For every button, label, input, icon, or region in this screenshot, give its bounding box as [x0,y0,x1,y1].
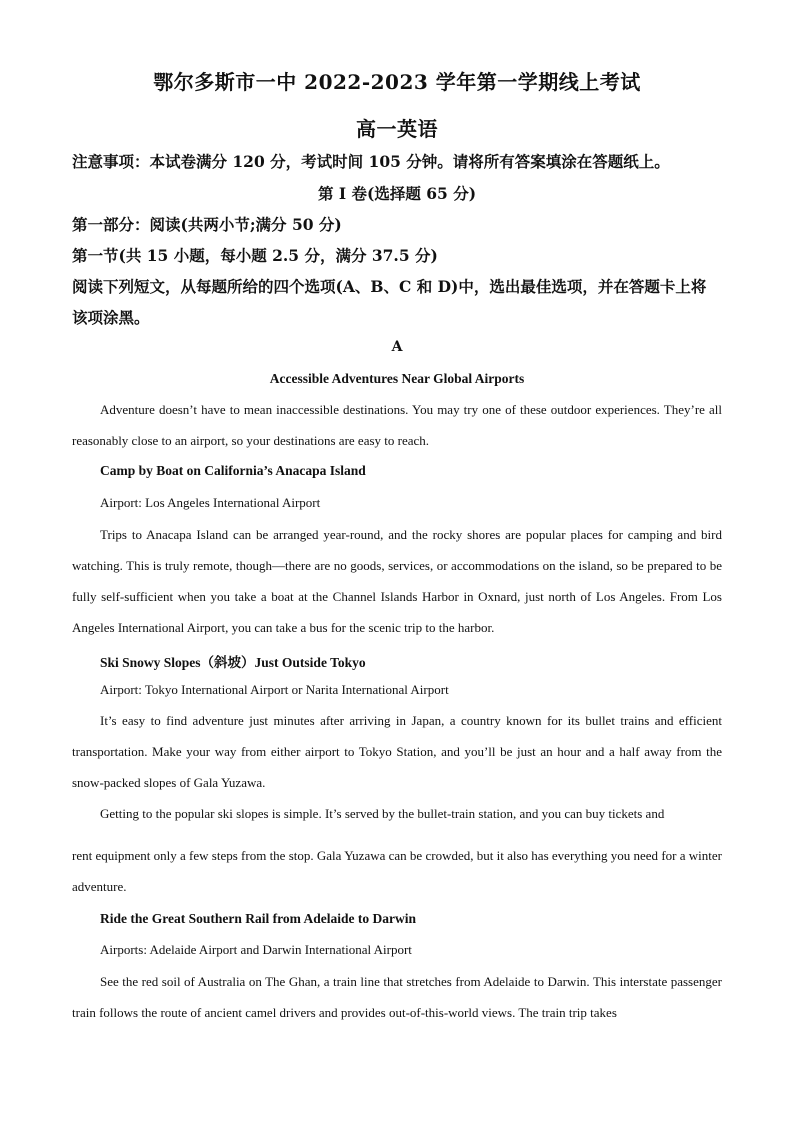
passage-title: Accessible Adventures Near Global Airports [269,371,525,386]
section-1-heading: Camp by Boat on California’s Anacapa Island [100,463,366,478]
section-2-paragraph-2-first-line: Getting to the popular ski slopes is simple. It’s served by the bullet-train station, and you can buy tickets and [100,806,665,821]
section-1-paragraph: Trips to Anacapa Island can be arranged year-round, and the rocky shores are popular places for camping and bird watching. This is truly remote, though—there are no goods, services, or accommodations on the island, so be prepared to be fully self-sufficient when you take a boat at the Channel Islands Harbor in Oxnard, just north of Los Angeles. From Los Angeles International Airport, you can take a bus for the scenic trip to the harbor. [72,527,722,635]
section-2-paragraph-2-rest: rent equipment only a few steps from the stop. Gala Yuzawa can be crowded, but it also has everything you need for a winter adventure. [72,848,722,894]
intro-paragraph: Adventure doesn’t have to mean inaccessible destinations. You may try one of these outdoor experiences. They’re all reasonably close to an airport, so your destinations are easy to reach. [72,402,722,448]
passage-letter: A [391,339,403,355]
section-3-heading: Ride the Great Southern Rail from Adelaide to Darwin [100,911,416,926]
section-1-airport: Airport: Los Angeles International Airport [100,495,321,510]
section-2-paragraph-1: It’s easy to find adventure just minutes after arriving in Japan, a country known for its bullet trains and efficient transportation. Make your way from either airport to Tokyo Station, and you’ll be just an hour and a half away from the snow-packed slopes of Gala Yuzawa. [72,713,722,790]
exam-title: 鄂尔多斯市一中 2022-2023 学年第一学期线上考试 [153,70,641,94]
part-heading: 第一部分：阅读(共两小节;满分 50 分) [72,215,342,234]
section-2-heading: Ski Snowy Slopes（斜坡）Just Outside Tokyo [100,655,366,670]
directions-line-2: 该项涂黑。 [72,308,150,327]
notice-text: 注意事项：本试卷满分 120 分，考试时间 105 分钟。请将所有答案填涂在答题纸上。 [72,152,670,171]
section-heading: 第一节(共 15 小题，每小题 2.5 分，满分 37.5 分) [72,246,438,265]
section-3-paragraph: See the red soil of Australia on The Ghan, a train line that stretches from Adelaide to Darwin. This interstate passenger train follows the route of ancient camel drivers and provides out-of-this-world views. The train trip takes [72,974,722,1020]
section-2-airport: Airport: Tokyo International Airport or Narita International Airport [100,682,449,697]
directions-line-1: 阅读下列短文，从每题所给的四个选项(A、B、C 和 D)中，选出最佳选项，并在答题卡上将 [72,277,707,296]
volume-heading: 第 I 卷(选择题 65 分) [317,184,477,203]
section-3-airport: Airports: Adelaide Airport and Darwin International Airport [100,942,412,957]
subject-title: 高一英语 [356,117,438,141]
